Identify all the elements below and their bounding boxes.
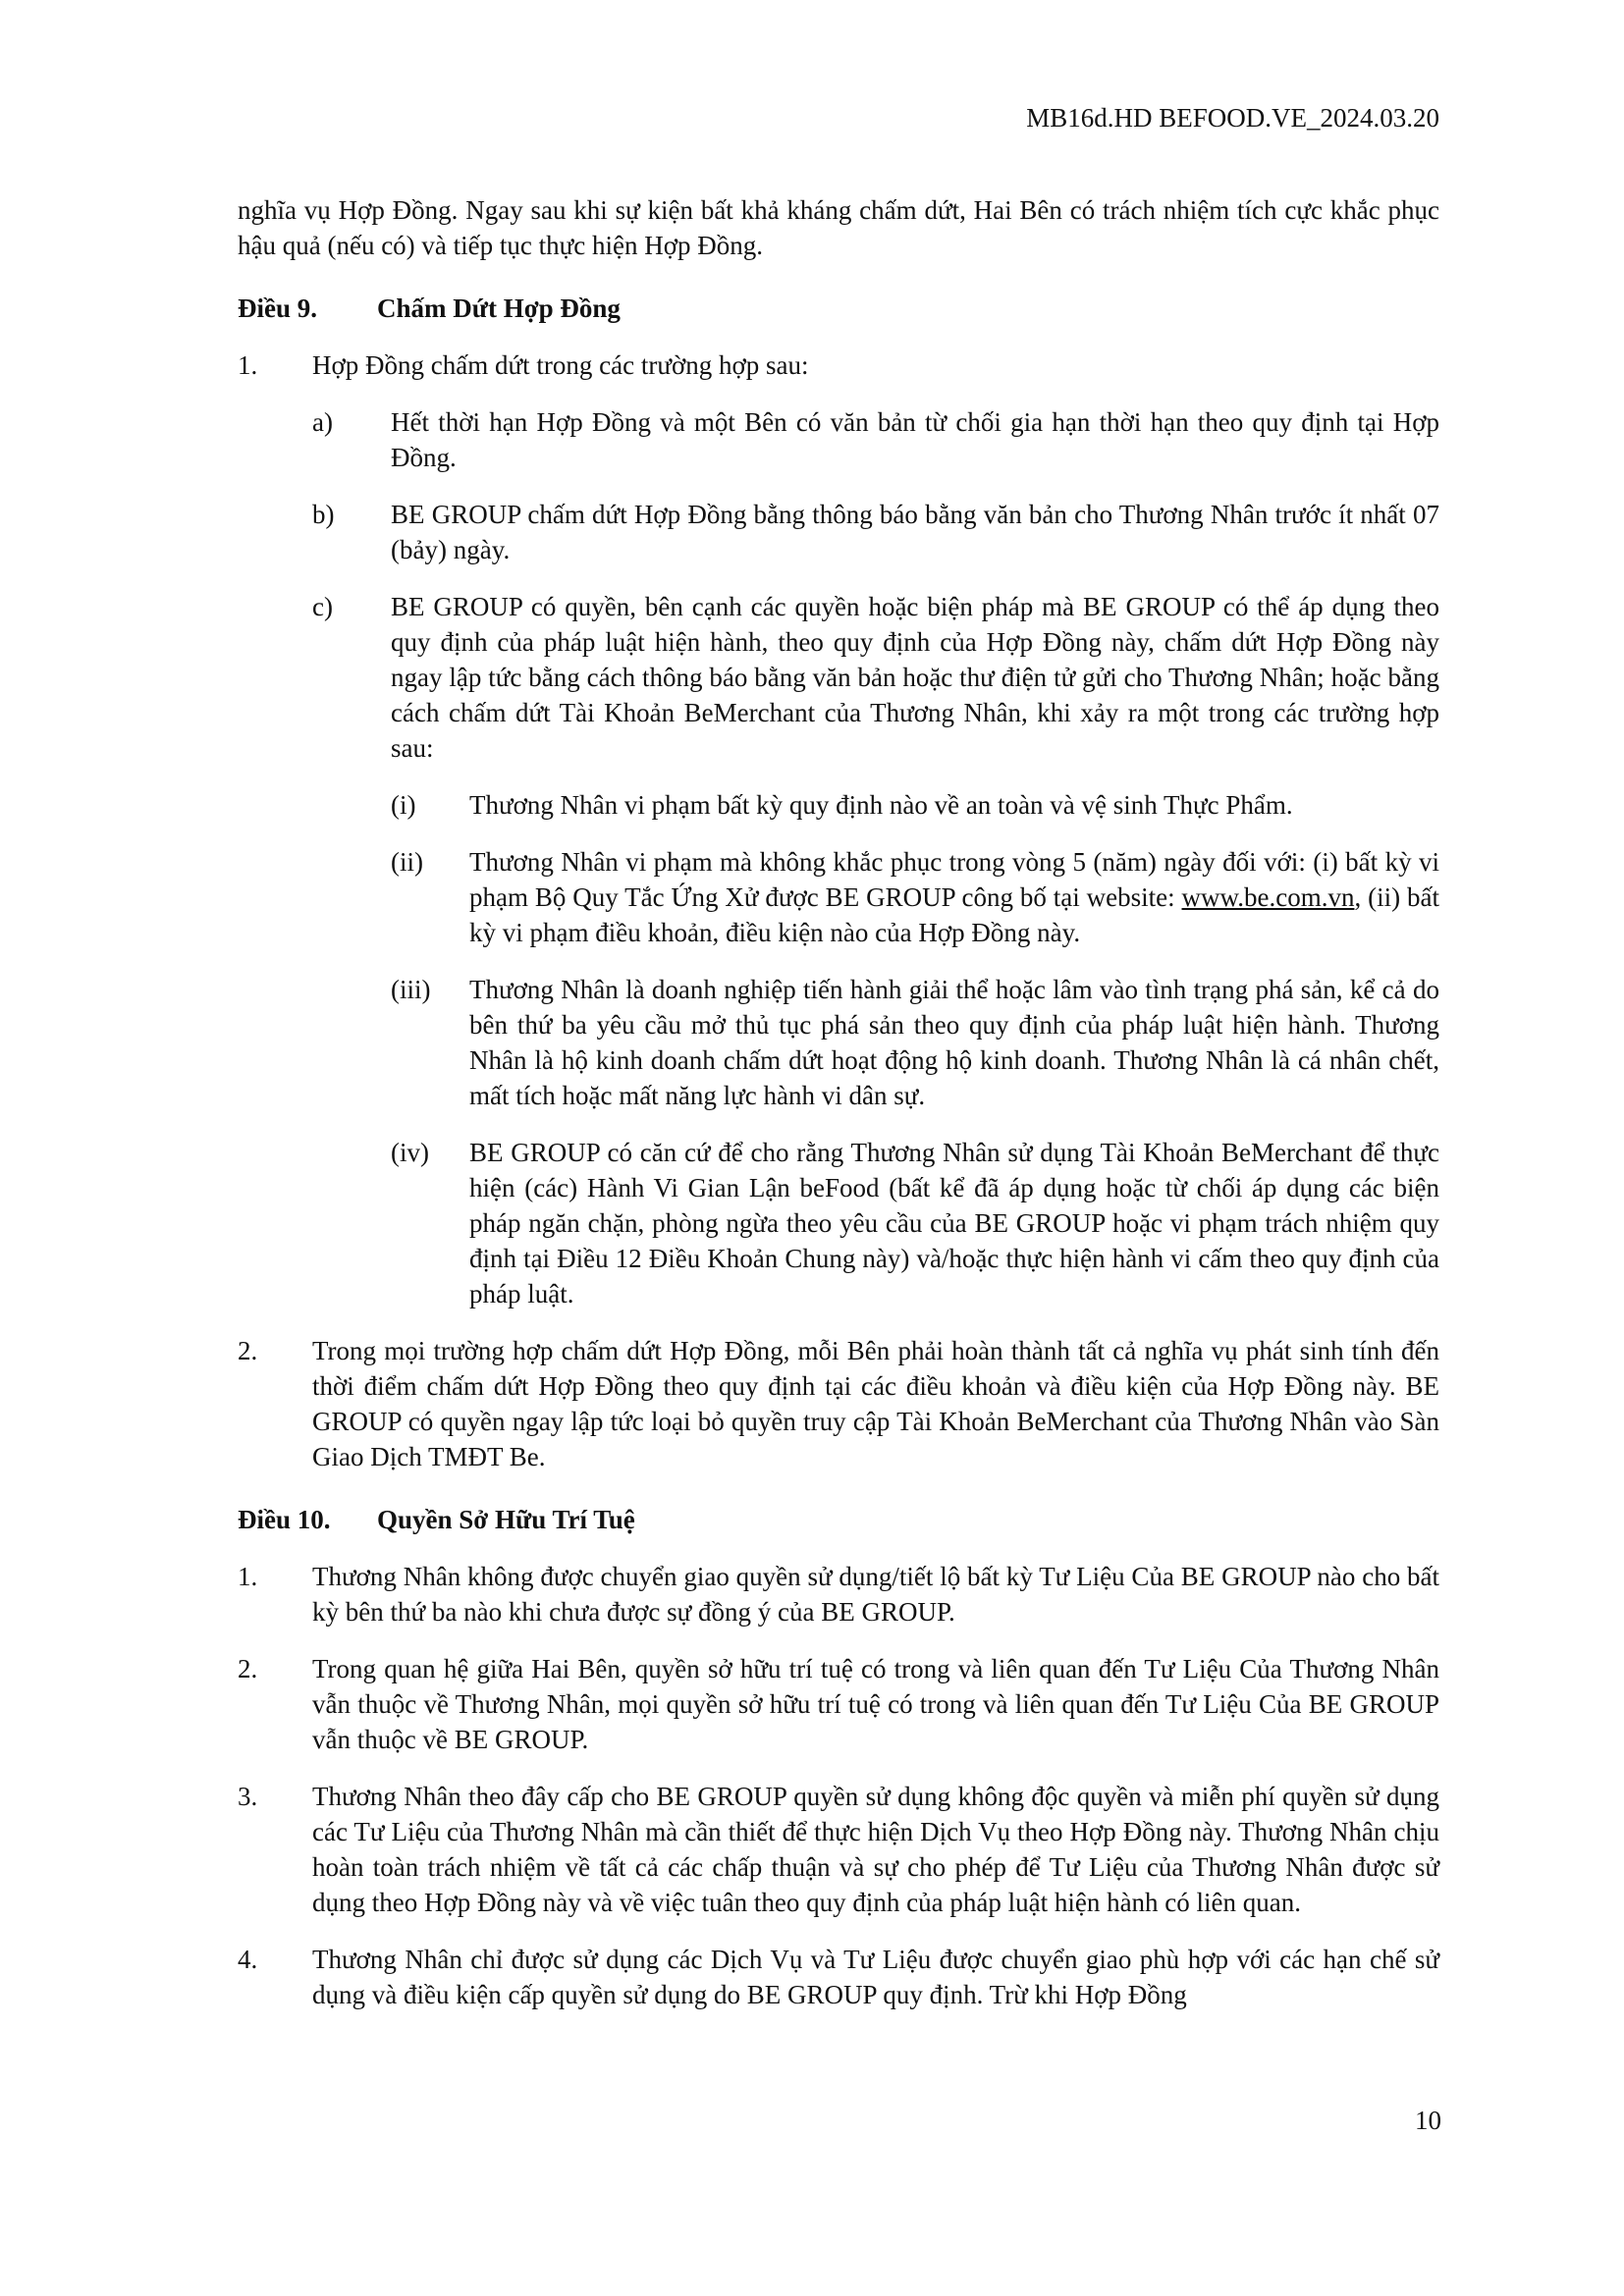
sub-item-number: a) bbox=[312, 407, 333, 437]
text-after-link: , (ii) bất kỳ vi phạm điều khoản, điều kiện nào của Hợp Đồng này. bbox=[469, 882, 1439, 947]
article-9-item-1-c-iv bbox=[391, 1135, 1439, 1311]
item-number: 4. bbox=[238, 1945, 258, 1974]
article-9-item-1-c bbox=[312, 589, 1439, 766]
article-10-heading bbox=[238, 1502, 1439, 1537]
website-link[interactable]: www.be.com.vn bbox=[1181, 882, 1355, 912]
article-9-item-1-c-ii bbox=[391, 844, 1439, 950]
item-number: 1. bbox=[238, 1562, 258, 1591]
item-text: Hợp Đồng chấm dứt trong các trường hợp sau: bbox=[312, 350, 809, 380]
intro-paragraph: nghĩa vụ Hợp Đồng. Ngay sau khi sự kiện bất khả kháng chấm dứt, Hai Bên có trách nhiệm tích cực khắc phục hậu quả (nếu có) và tiếp tục thực hiện Hợp Đồng. bbox=[238, 195, 1439, 260]
item-number: 2. bbox=[238, 1654, 258, 1683]
item-text: Trong quan hệ giữa Hai Bên, quyền sở hữu trí tuệ có trong và liên quan đến Tư Liệu Của Thương Nhân vẫn thuộc về Thương Nhân, mọi quyền sở hữu trí tuệ có trong và liên quan đến Tư Liệu Của BE GROUP vẫn thuộc về BE GROUP. bbox=[312, 1654, 1439, 1754]
sub-sub-item-number: (iii) bbox=[391, 975, 431, 1004]
article-9-item-2 bbox=[238, 1333, 1439, 1474]
article-9-item-1 bbox=[238, 347, 1439, 383]
article-10-title: Quyền Sở Hữu Trí Tuệ bbox=[377, 1505, 635, 1534]
article-9-title: Chấm Dứt Hợp Đồng bbox=[377, 294, 621, 323]
sub-sub-item-text: BE GROUP có căn cứ để cho rằng Thương Nhân sử dụng Tài Khoản BeMerchant để thực hiện (các) Hành Vi Gian Lận beFood (bất kể đã áp dụng hoặc từ chối áp dụng các biện pháp ngăn chặn, phòng ngừa theo yêu cầu của BE GROUP hoặc vi phạm trách nhiệm quy định tại Điều 12 Điều Khoản Chung này) và/hoặc thực hiện hành vi cấm theo quy định của pháp luật. bbox=[469, 1138, 1439, 1308]
document-code: MB16d.HD BEFOOD.VE_2024.03.20 bbox=[1026, 103, 1439, 133]
article-10-item-3 bbox=[238, 1779, 1439, 1920]
article-9-number: Điều 9. bbox=[238, 294, 317, 323]
sub-item-text: BE GROUP chấm dứt Hợp Đồng bằng thông báo bằng văn bản cho Thương Nhân trước ít nhất 07 (bảy) ngày. bbox=[391, 500, 1439, 564]
page-number: 10 bbox=[1415, 2106, 1441, 2135]
item-text: Thương Nhân chỉ được sử dụng các Dịch Vụ và Tư Liệu được chuyển giao phù hợp với các hạn chế sử dụng và điều kiện cấp quyền sử dụng do BE GROUP quy định. Trừ khi Hợp Đồng bbox=[312, 1945, 1439, 2009]
article-9-heading bbox=[238, 291, 1439, 326]
sub-sub-item-number: (iv) bbox=[391, 1138, 429, 1167]
sub-sub-item-number: (ii) bbox=[391, 847, 423, 877]
page-content bbox=[238, 192, 1439, 2034]
article-9-item-1-c-i bbox=[391, 787, 1439, 823]
article-9-item-1-c-iii bbox=[391, 972, 1439, 1113]
item-text: Trong mọi trường hợp chấm dứt Hợp Đồng, mỗi Bên phải hoàn thành tất cả nghĩa vụ phát sinh tính đến thời điểm chấm dứt Hợp Đồng theo quy định tại các điều khoản và điều kiện của Hợp Đồng này. BE GROUP có quyền ngay lập tức loại bỏ quyền truy cập Tài Khoản BeMerchant của Thương Nhân vào Sàn Giao Dịch TMĐT Be. bbox=[312, 1336, 1439, 1471]
item-text: Thương Nhân theo đây cấp cho BE GROUP quyền sử dụng không độc quyền và miễn phí quyền sử dụng các Tư Liệu của Thương Nhân mà cần thiết để thực hiện Dịch Vụ theo Hợp Đồng này. Thương Nhân chịu hoàn toàn trách nhiệm về tất cả các chấp thuận và sự cho phép để Tư Liệu của Thương Nhân được sử dụng theo Hợp Đồng này và về việc tuân theo quy định của pháp luật hiện hành có liên quan. bbox=[312, 1782, 1439, 1917]
article-9-item-1-b bbox=[312, 497, 1439, 567]
item-number: 3. bbox=[238, 1782, 258, 1811]
article-9-item-1-a bbox=[312, 404, 1439, 475]
article-10-item-4 bbox=[238, 1942, 1439, 2012]
sub-sub-item-text: Thương Nhân vi phạm bất kỳ quy định nào về an toàn và vệ sinh Thực Phẩm. bbox=[469, 790, 1293, 820]
sub-item-number: c) bbox=[312, 592, 333, 621]
text-before-link: Thương Nhân vi phạm mà không khắc phục trong vòng 5 (năm) ngày đối với: (i) bất kỳ vi phạm Bộ Quy Tắc Ứng Xử được BE GROUP công bố tại website: bbox=[469, 847, 1439, 912]
item-text: Thương Nhân không được chuyển giao quyền sử dụng/tiết lộ bất kỳ Tư Liệu Của BE GROUP nào cho bất kỳ bên thứ ba nào khi chưa được sự đồng ý của BE GROUP. bbox=[312, 1562, 1439, 1627]
article-10-item-1 bbox=[238, 1559, 1439, 1629]
sub-item-text: BE GROUP có quyền, bên cạnh các quyền hoặc biện pháp mà BE GROUP có thể áp dụng theo quy định của pháp luật hiện hành, theo quy định của Hợp Đồng này, chấm dứt Hợp Đồng này ngay lập tức bằng cách thông báo bằng văn bản hoặc thư điện tử gửi cho Thương Nhân; hoặc bằng cách chấm dứt Tài Khoản BeMerchant của Thương Nhân, khi xảy ra một trong các trường hợp sau: bbox=[391, 592, 1439, 763]
sub-item-number: b) bbox=[312, 500, 335, 529]
sub-sub-item-number: (i) bbox=[391, 790, 416, 820]
item-number: 1. bbox=[238, 350, 258, 380]
item-number: 2. bbox=[238, 1336, 258, 1365]
sub-item-text: Hết thời hạn Hợp Đồng và một Bên có văn bản từ chối gia hạn thời hạn theo quy định tại Hợp Đồng. bbox=[391, 407, 1439, 472]
sub-sub-item-text: Thương Nhân là doanh nghiệp tiến hành giải thể hoặc lâm vào tình trạng phá sản, kể cả do bên thứ ba yêu cầu mở thủ tục phá sản theo quy định của pháp luật hiện hành. Thương Nhân là hộ kinh doanh chấm dứt hoạt động hộ kinh doanh. Thương Nhân là cá nhân chết, mất tích hoặc mất năng lực hành vi dân sự. bbox=[469, 975, 1439, 1110]
article-10-item-2 bbox=[238, 1651, 1439, 1757]
sub-sub-item-text bbox=[469, 844, 1439, 950]
article-10-number: Điều 10. bbox=[238, 1505, 331, 1534]
